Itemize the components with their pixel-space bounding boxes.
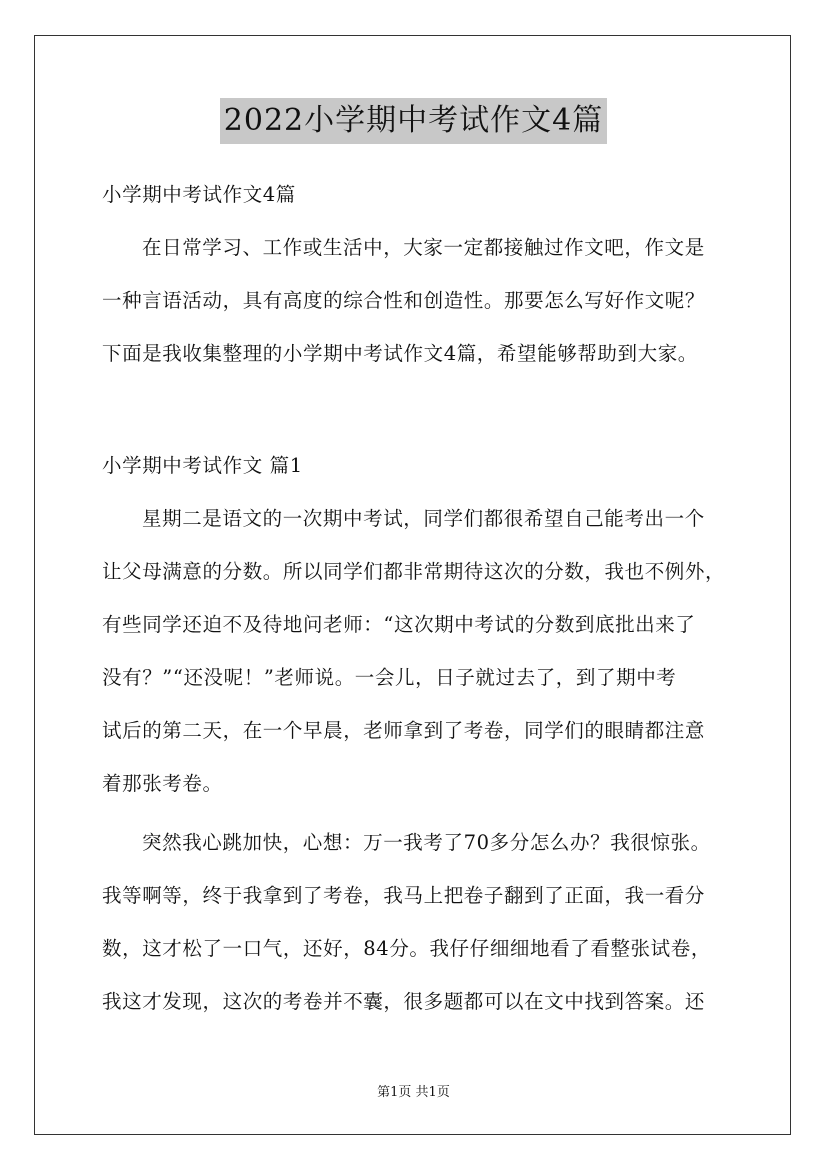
paragraph-line: 有些同学还迫不及待地问老师：“这次期中考试的分数到底批出来了: [102, 613, 696, 636]
subtitle: 小学期中考试作文4篇: [102, 183, 296, 206]
document-title: 2022小学期中考试作文4篇: [220, 98, 607, 144]
paragraph-line: 突然我心跳加快，心想：万一我考了70多分怎么办？我很惊张。: [142, 831, 711, 854]
paragraph-line: 着那张考卷。: [102, 772, 223, 795]
paragraph-line: 数，这才松了一口气，还好，84分。我仔仔细细地看了看整张试卷，: [102, 937, 711, 960]
intro-line: 在日常学习、工作或生活中，大家一定都接触过作文吧，作文是: [142, 236, 705, 259]
paragraph-line: 让父母满意的分数。所以同学们都非常期待这次的分数，我也不例外，: [102, 560, 726, 583]
intro-line: 下面是我收集整理的小学期中考试作文4篇，希望能够帮助到大家。: [102, 342, 698, 365]
title-container: [0, 98, 827, 144]
intro-line: 一种言语活动，具有高度的综合性和创造性。那要怎么写好作文呢？: [102, 289, 706, 312]
page-footer: 第1页 共1页: [377, 1085, 450, 1100]
paragraph-line: 我等啊等，终于我拿到了考卷，我马上把卷子翻到了正面，我一看分: [102, 884, 706, 907]
paragraph-line: 星期二是语文的一次期中考试，同学们都很希望自己能考出一个: [142, 507, 705, 530]
section-heading: 小学期中考试作文 篇1: [102, 454, 303, 477]
paragraph-line: 试后的第二天，在一个早晨，老师拿到了考卷，同学们的眼睛都注意: [102, 719, 706, 742]
paragraph-line: 我这才发现，这次的考卷并不囊，很多题都可以在文中找到答案。还: [102, 990, 706, 1013]
paragraph-line: 没有？”“还没呢！”老师说。一会儿，日子就过去了，到了期中考: [102, 666, 677, 689]
